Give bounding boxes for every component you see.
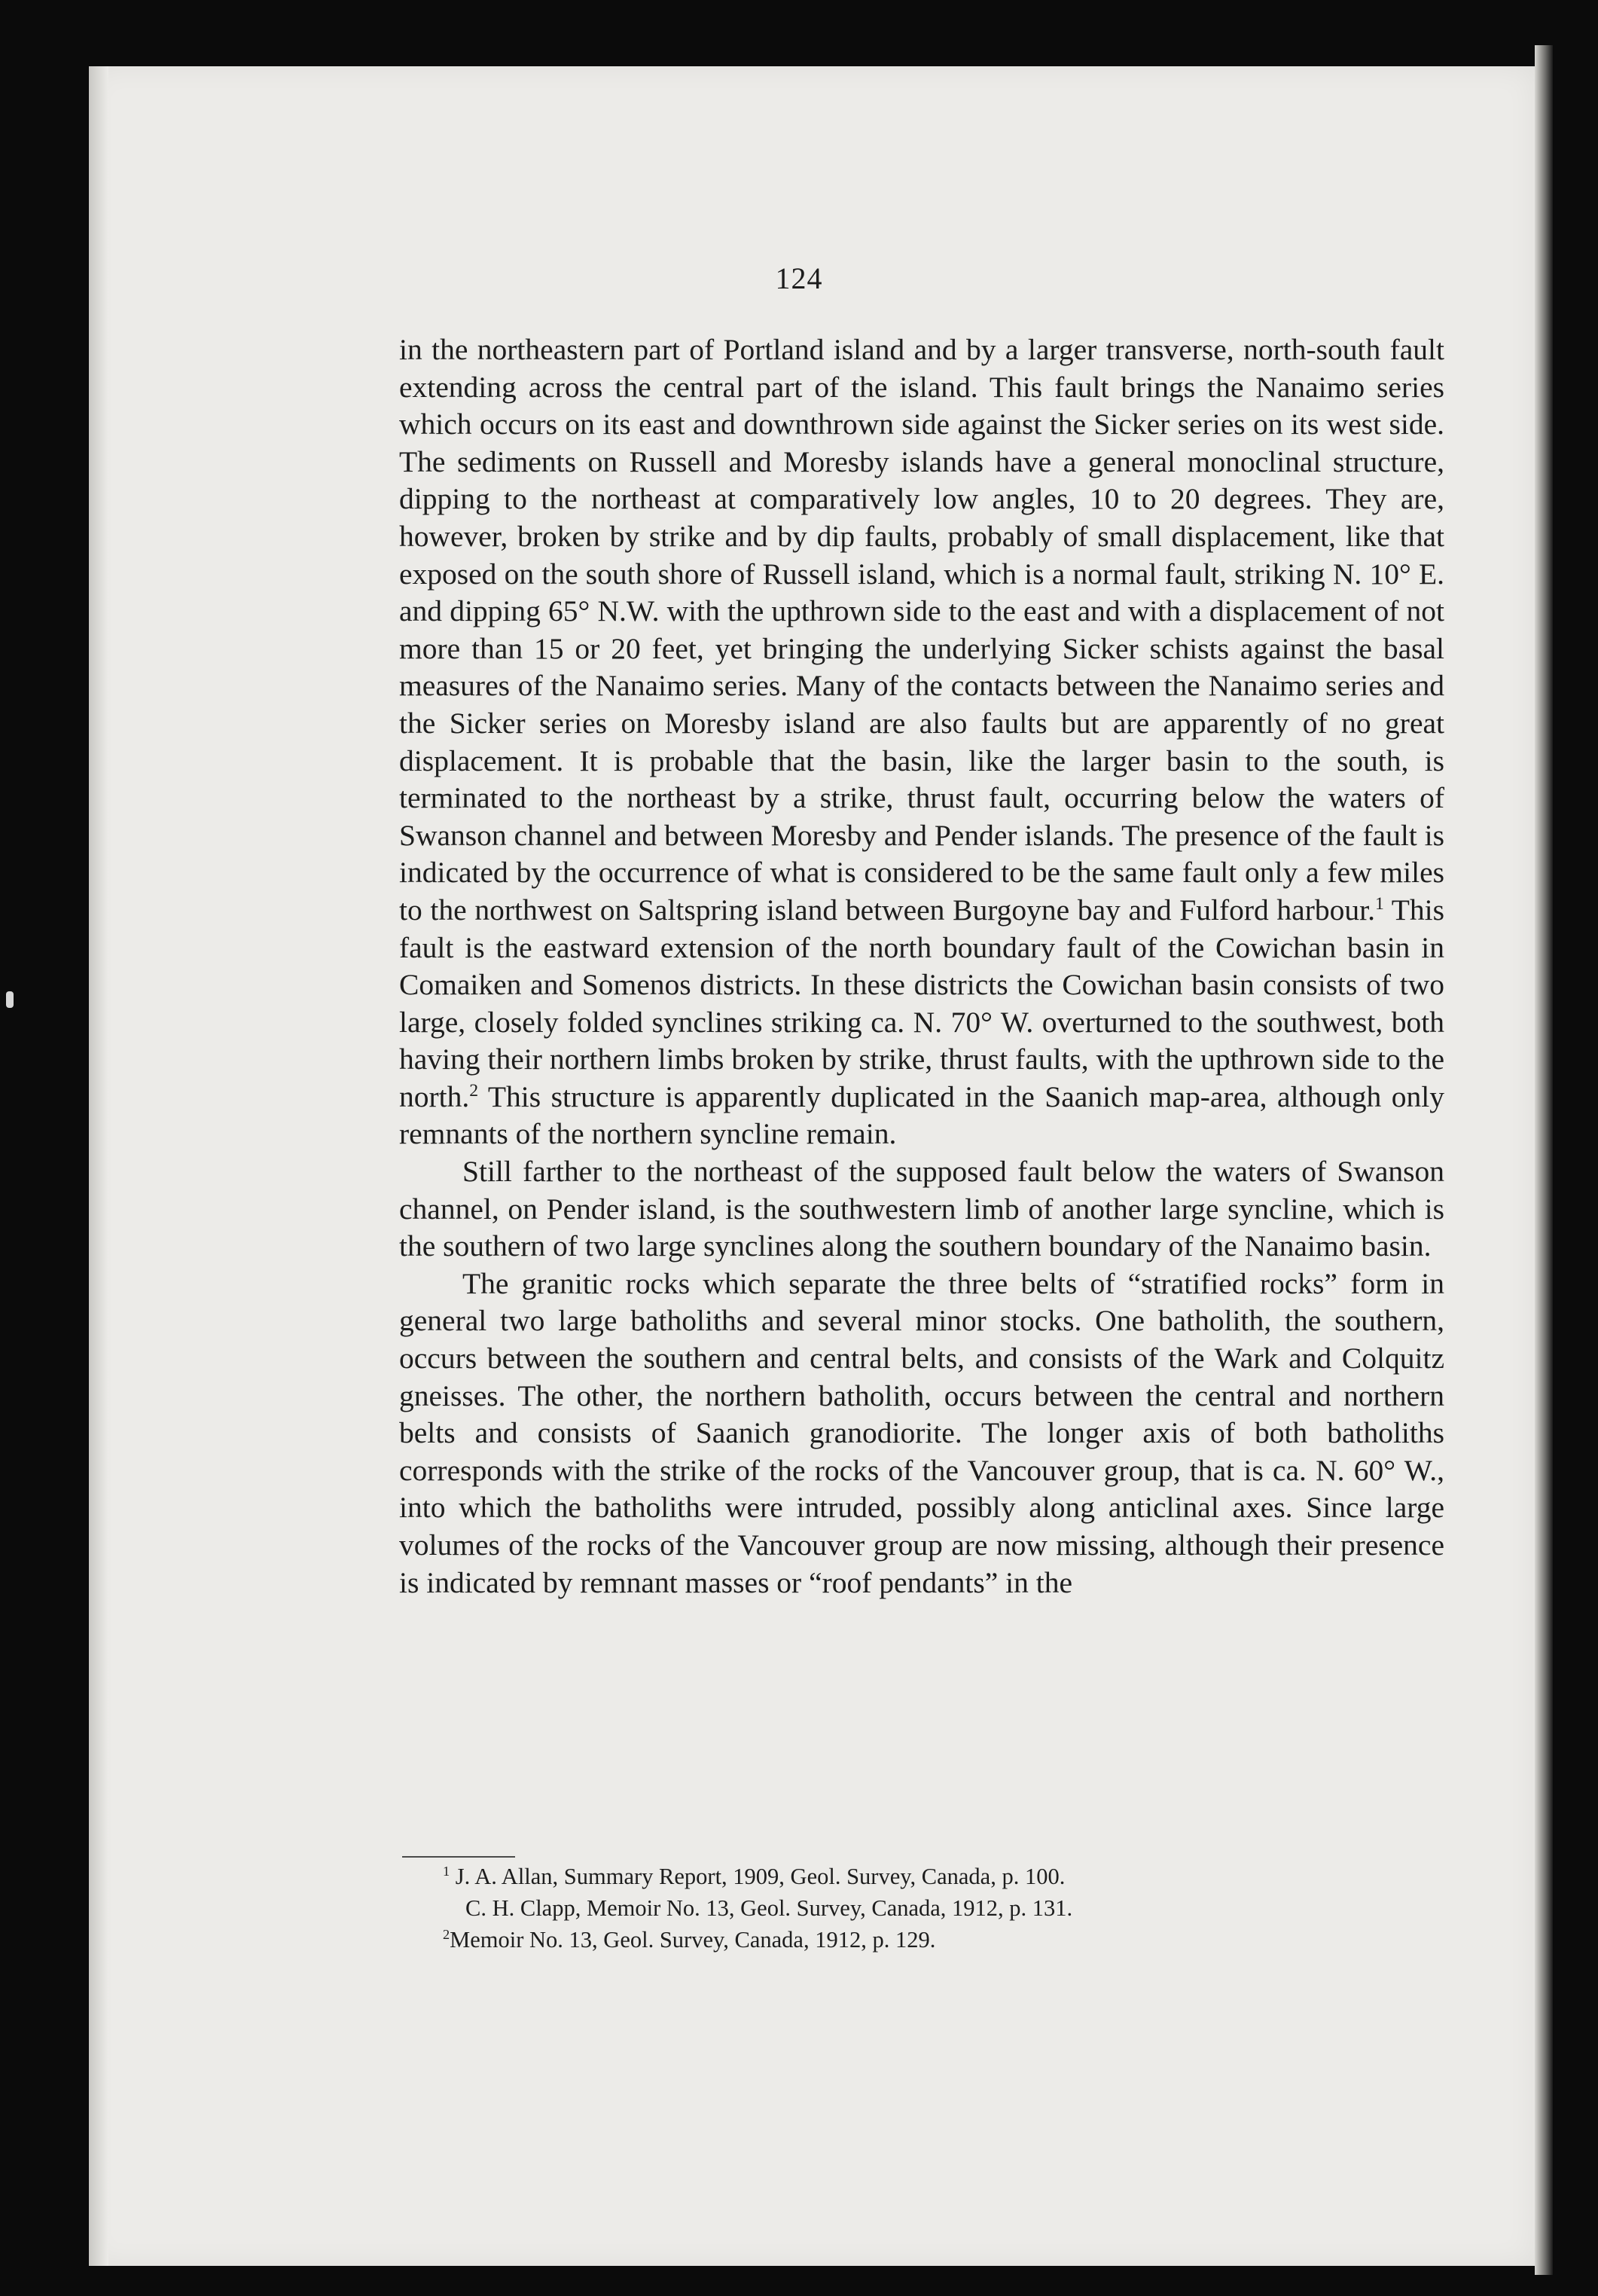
footnotes <box>443 1861 1422 1956</box>
footnote-text: C. H. Clapp, Memoir No. 13, Geol. Survey, Canada, 1912, p. 131. <box>465 1895 1073 1921</box>
footnote <box>443 1924 1422 1956</box>
page-edge-shadow <box>89 66 108 2266</box>
footnote-ref: 1 <box>1374 893 1384 914</box>
paragraph <box>399 331 1444 1153</box>
paragraph-text: in the northeastern part of Portland island and by a larger transverse, north-south fault extending across the central part of the island. This fault brings the Nanaimo series which occurs on its east and downthrown side against the Sicker series on its west side. The sediments on Russell and Moresby islands have a general monoclinal structure, dipping to the northeast at comparatively low angles, 10 to 20 degrees. They are, however, broken by strike and by dip faults, probably of small displacement, like that exposed on the south shore of Russell island, which is a normal fault, striking N. 10° E. and dipping 65° N.W. with the upthrown side to the east and with a displacement of not more than 15 or 20 feet, yet bringing the underlying Sicker schists against the basal measures of the Nanaimo series. Many of the contacts between the Nanaimo series and the Sicker series on Moresby island are also faults but are apparently of no great displacement. It is probable that the basin, like the larger basin to the south, is terminated to the northeast by a strike, thrust fault, occurring below the waters of Swanson channel and between Moresby and Pender islands. The presence of the fault is indicated by the occurrence of what is considered to be the same fault only a few miles to the northwest on Saltspring island between Burgoyne bay and Fulford harbour. <box>399 333 1444 927</box>
paragraph: The granitic rocks which separate the three belts of “stratified rocks” form in general two large batholiths and several minor stocks. One batholith, the southern, occurs between the southern and central belts, and consists of the Wark and Colquitz gneisses. The other, the northern batholith, occurs between the central and northern belts and consists of Saanich granodiorite. The longer axis of both batholiths corresponds with the strike of the rocks of the Vancouver group, that is ca. N. 60° W., into which the batholiths were intruded, possibly along anticlinal axes. Since large volumes of the rocks of the Vancouver group are now missing, although their presence is indicated by remnant masses or “roof pendants” in the <box>399 1266 1444 1599</box>
footnote-mark: 2 <box>443 1926 450 1942</box>
footnote-text: J. A. Allan, Summary Report, 1909, Geol. Survey, Canada, p. 100. <box>455 1864 1066 1889</box>
book-spine <box>1535 45 1553 2275</box>
footnote-mark: 1 <box>443 1863 450 1879</box>
paragraph: Still farther to the northeast of the supposed fault below the waters of Swanson channel, on Pender island, is the southwestern limb of another large syncline, which is the southern of two large synclines along the southern boundary of the Nanaimo basin. <box>399 1155 1444 1263</box>
paragraph-text: This structure is apparently duplicated in the Saanich map-area, although only remnants of the northern syncline remain. <box>399 1079 1444 1151</box>
footnote-ref: 2 <box>469 1080 479 1101</box>
scan-speck <box>6 991 14 1008</box>
footnote-divider <box>402 1856 515 1858</box>
page-number: 124 <box>775 261 823 295</box>
footnote <box>443 1892 1422 1924</box>
footnote-text: Memoir No. 13, Geol. Survey, Canada, 1912, p. 129. <box>450 1927 936 1953</box>
paragraph-text: This fault is the eastward extension of the north boundary fault of the Cowichan basin in Comaiken and Somenos districts. In these districts the Cowichan basin consists of two large, closely folded synclines striking ca. N. 70° W. overturned to the southwest, both having their northern limbs broken by strike, thrust faults, with the upthrown side to the north. <box>399 893 1445 1113</box>
body-text <box>399 331 1444 1601</box>
footnote <box>443 1861 1422 1892</box>
